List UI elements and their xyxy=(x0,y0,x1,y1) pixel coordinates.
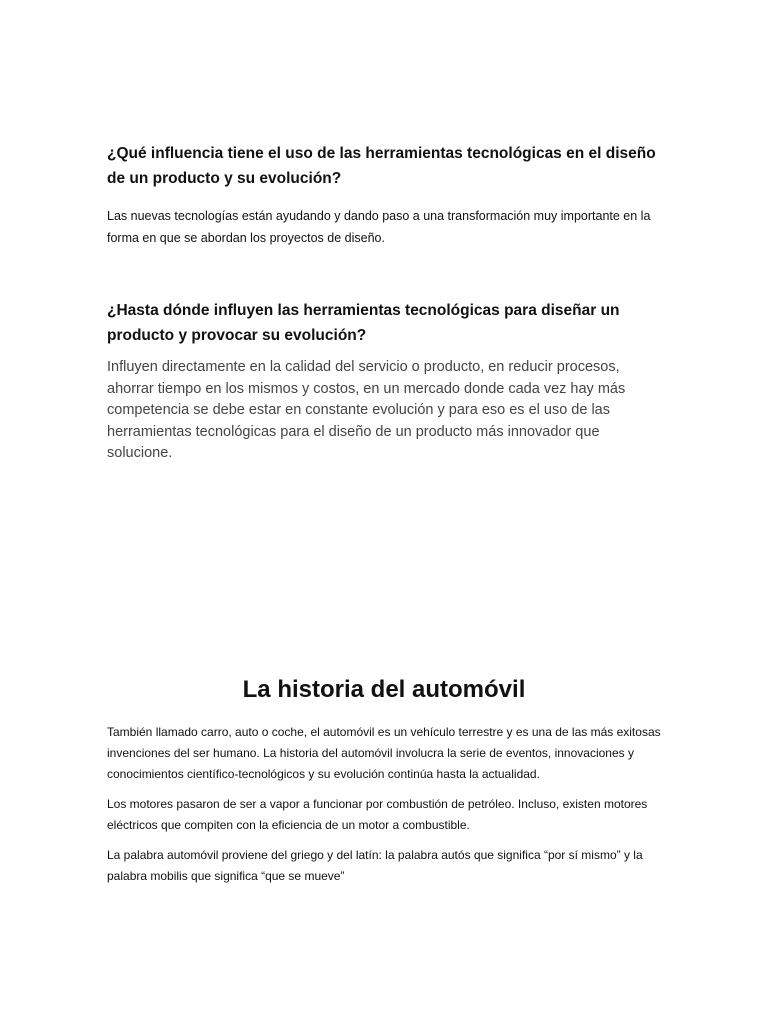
history-body xyxy=(107,722,663,896)
history-paragraph-3: La palabra automóvil proviene del griego y del latín: la palabra autós que significa “por sí mismo” y la palabra mobilis que significa “que se mueve” xyxy=(107,848,643,883)
history-paragraph-1: También llamado carro, auto o coche, el automóvil es un vehículo terrestre y es una de las más exitosas invenciones del ser humano. La historia del automóvil involucra la serie de eventos, innovaciones y conocimientos científico-tecnológicos y su evolución continúa hasta la actualidad. xyxy=(107,725,661,781)
answer-2-text: Influyen directamente en la calidad del servicio o producto, en reducir procesos, ahorrar tiempo en los mismos y costos, en un mercado donde cada vez hay más competencia se debe estar en constante evolución y para eso es el uso de las herramientas tecnológicas para el diseño de un producto más innovador que solucione. xyxy=(107,359,626,461)
answer-1-text: Las nuevas tecnologías están ayudando y dando paso a una transformación muy importante en la forma en que se abordan los proyectos de diseño. xyxy=(107,209,651,245)
history-title: La historia del automóvil xyxy=(242,676,526,703)
history-paragraph-2: Los motores pasaron de ser a vapor a funcionar por combustión de petróleo. Incluso, existen motores eléctricos que compiten con la eficiencia de un motor a combustible. xyxy=(107,797,648,832)
question-2-heading: ¿Hasta dónde influyen las herramientas tecnológicas para diseñar un producto y provocar su evolución? xyxy=(107,302,620,344)
section-question-1 xyxy=(107,141,667,249)
section-question-2 xyxy=(107,298,667,465)
question-1-heading: ¿Qué influencia tiene el uso de las herramientas tecnológicas en el diseño de un producto y su evolución? xyxy=(107,145,656,187)
